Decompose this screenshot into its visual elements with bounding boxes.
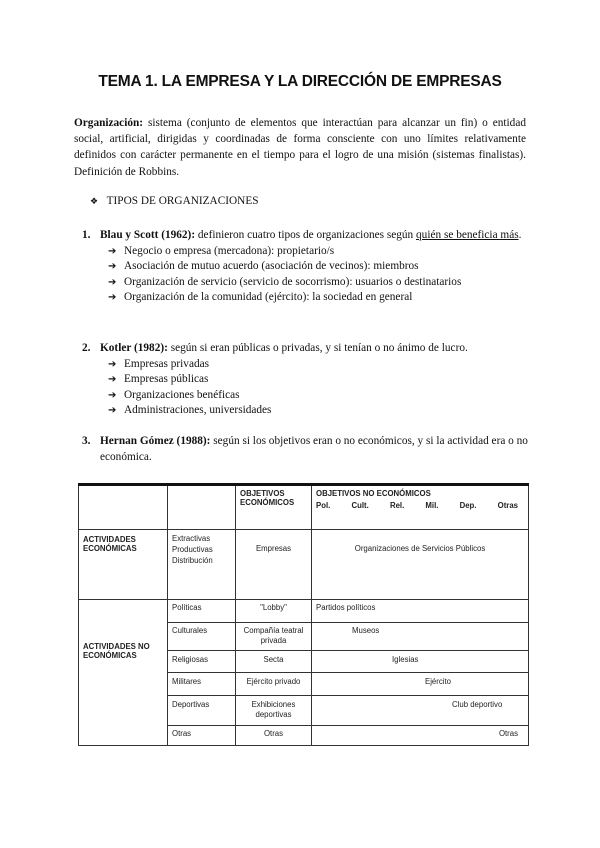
arrow-icon: ➔ <box>108 261 117 273</box>
table-cell: Ejército <box>312 673 529 696</box>
intro-paragraph <box>74 115 526 180</box>
table-cell: Partidos políticos <box>312 600 529 623</box>
table-cell: Organizaciones de Servicios Públicos <box>312 530 529 600</box>
table-cell: Otras <box>312 726 529 746</box>
table-row <box>79 530 529 600</box>
table-cell: Otras <box>236 726 312 746</box>
table-cell: Culturales <box>168 623 236 651</box>
table-cell: Museos <box>312 623 529 651</box>
arrow-icon: ➔ <box>108 292 117 304</box>
table-cell: Religiosas <box>168 651 236 673</box>
classification-table <box>78 483 529 746</box>
item-number: 2. <box>82 342 91 354</box>
sub-columns: Pol. Cult. Rel. Mil. Dep. Otras <box>316 501 518 510</box>
table-cell: Deportivas <box>168 696 236 726</box>
table-cell: Extractivas Productivas Distribución <box>168 530 236 600</box>
item-text: definieron cuatro tipos de organizaciones según <box>195 229 417 241</box>
table-cell: Empresas <box>236 530 312 600</box>
types-heading-text: TIPOS DE ORGANIZACIONES <box>106 195 259 207</box>
list-item-kotler <box>82 341 528 419</box>
table-cell: Ejército privado <box>236 673 312 696</box>
item-text: según si eran públicas o privadas, y si tenían o no ánimo de lucro. <box>167 342 468 354</box>
arrow-icon: ➔ <box>108 389 117 401</box>
arrow-icon: ➔ <box>108 358 117 370</box>
arrow-icon: ➔ <box>108 405 117 417</box>
table-cell: Iglesias <box>312 651 529 673</box>
sub-item: ➔ Administraciones, universidades <box>82 403 528 419</box>
diamond-bullet-icon: ❖ <box>90 196 99 206</box>
item-author: Blau y Scott (1962): <box>100 229 196 241</box>
sub-list <box>82 357 528 419</box>
item-author: Hernan Gómez (1988): <box>100 435 211 447</box>
item-end: . <box>518 229 522 241</box>
table-cell: Otras <box>168 726 236 746</box>
page-title: TEMA 1. LA EMPRESA Y LA DIRECCIÓN DE EMPRESAS <box>98 73 502 90</box>
table-header-row <box>79 485 529 530</box>
arrow-icon: ➔ <box>108 374 117 386</box>
sub-list <box>82 244 528 306</box>
list-item-hernan-gomez <box>82 434 528 465</box>
table-cell: Secta <box>236 651 312 673</box>
intro-term: Organización: <box>74 117 144 129</box>
row-label-actividades-economicas: ACTIVIDADES ECONÓMICAS <box>79 530 168 600</box>
arrow-icon: ➔ <box>108 276 117 288</box>
sub-item: ➔ Empresas privadas <box>82 357 528 373</box>
item-underlined: quién se beneficia más <box>416 229 519 241</box>
table-cell: "Lobby" <box>236 600 312 623</box>
list-item-blau-scott <box>82 228 528 306</box>
item-text: según si los objetivos eran o no económicos, y si la actividad era o no económica. <box>100 435 528 463</box>
item-author: Kotler (1982): <box>100 342 168 354</box>
table-row <box>79 600 529 623</box>
sub-item: ➔ Organización de la comunidad (ejército): la sociedad en general <box>82 290 528 306</box>
sub-item: ➔ Organizaciones benéficas <box>82 388 528 404</box>
table-cell <box>168 485 236 530</box>
sub-item: ➔ Organización de servicio (servicio de socorrismo): usuarios o destinatarios <box>82 275 528 291</box>
sub-item: ➔ Asociación de mutuo acuerdo (asociación de vecinos): miembros <box>82 259 528 275</box>
table-cell: Compañía teatral privada <box>236 623 312 651</box>
table-cell <box>79 485 168 530</box>
header-objetivos-no-economicos <box>312 485 529 530</box>
sub-item: ➔ Negocio o empresa (mercadona): propietario/s <box>82 244 528 260</box>
item-number: 1. <box>82 229 91 241</box>
intro-text: sistema (conjunto de elementos que interactúan para alcanzar un fin) o entidad social, artificial, dirigidas y coordinadas de forma consciente con uno límites relativamente definidos con carácter permanente en el tiempo para el logro de una misión (sistemas finalistas). Definición de Robbins. <box>74 117 526 178</box>
arrow-icon: ➔ <box>108 245 117 257</box>
row-label-actividades-no-economicas: ACTIVIDADES NO ECONÓMICAS <box>79 600 168 746</box>
sub-item: ➔ Empresas públicas <box>82 372 528 388</box>
table-cell: Políticas <box>168 600 236 623</box>
table-cell: Militares <box>168 673 236 696</box>
table-cell: Exhibiciones deportivas <box>236 696 312 726</box>
table-cell: Club deportivo <box>312 696 529 726</box>
types-heading <box>90 195 259 207</box>
item-number: 3. <box>82 435 91 447</box>
header-label: OBJETIVOS NO ECONÓMICOS <box>316 489 431 498</box>
header-objetivos-economicos: OBJETIVOS ECONÓMICOS <box>236 485 312 530</box>
